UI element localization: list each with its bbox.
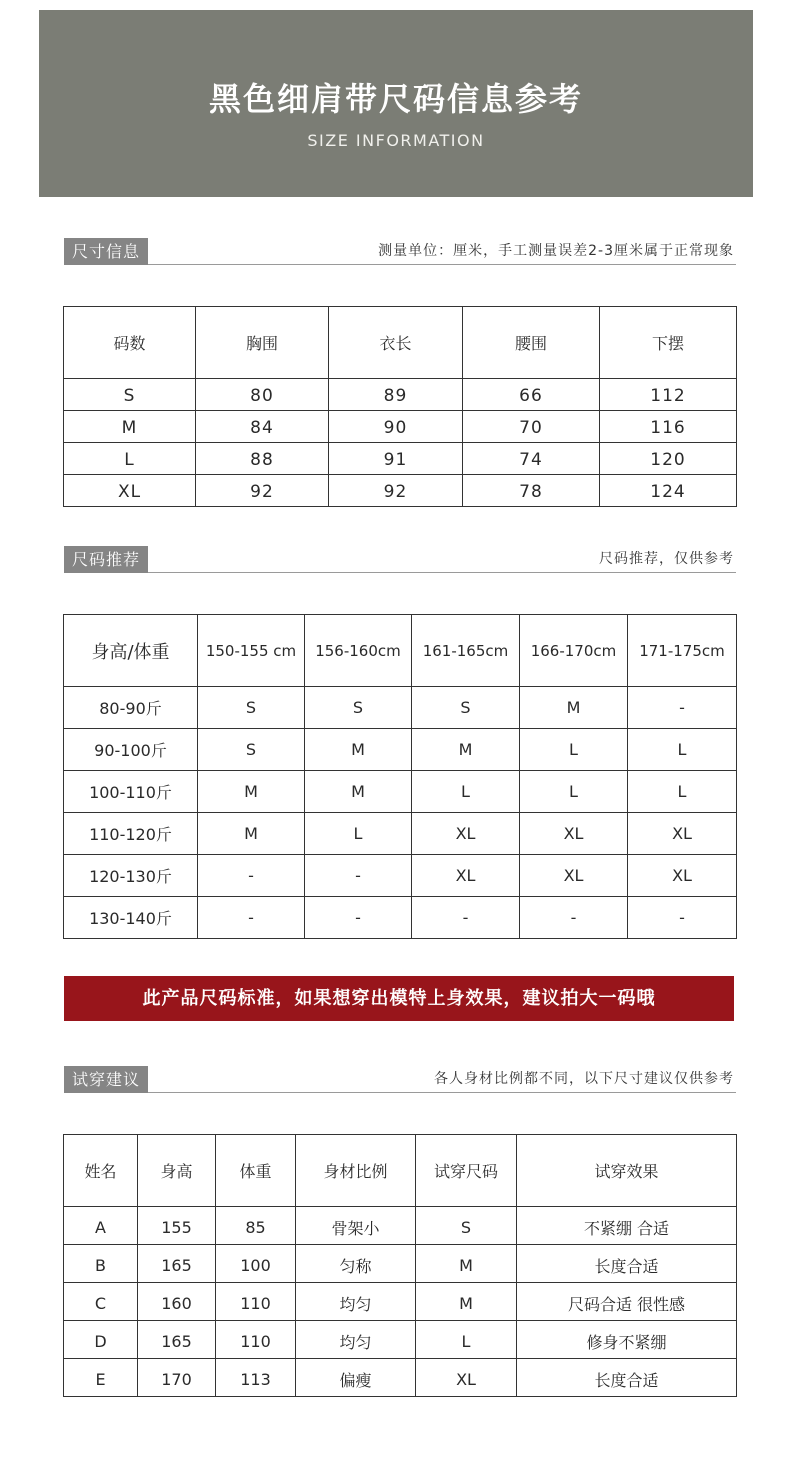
table-row xyxy=(64,855,737,897)
page-title: 黑色细肩带尺码信息参考 xyxy=(208,80,583,118)
size-info-tag: 尺寸信息 xyxy=(64,238,148,265)
table-cell: 110-120斤 xyxy=(64,813,198,855)
column-header: 171-175cm xyxy=(628,615,737,687)
table-cell: L xyxy=(628,771,737,813)
table-cell: 165 xyxy=(138,1245,216,1283)
table-cell: C xyxy=(64,1283,138,1321)
column-header: 码数 xyxy=(64,307,196,379)
table-cell: 89 xyxy=(329,379,463,411)
table-cell: D xyxy=(64,1321,138,1359)
table-cell: 120-130斤 xyxy=(64,855,198,897)
table-row xyxy=(64,771,737,813)
table-cell: 长度合适 xyxy=(517,1245,737,1283)
table-cell: 110 xyxy=(216,1283,296,1321)
column-header: 胸围 xyxy=(196,307,329,379)
tryon-table xyxy=(63,1134,737,1397)
table-cell: XL xyxy=(416,1359,517,1397)
table-cell: M xyxy=(305,729,412,771)
table-cell: A xyxy=(64,1207,138,1245)
table-cell: 112 xyxy=(600,379,737,411)
table-cell: 70 xyxy=(463,411,600,443)
table-cell: XL xyxy=(520,855,628,897)
table-row xyxy=(64,1245,737,1283)
table-cell: 116 xyxy=(600,411,737,443)
table-cell: XL xyxy=(64,475,196,507)
table-cell: 偏瘦 xyxy=(296,1359,416,1397)
table-cell: XL xyxy=(628,855,737,897)
table-row xyxy=(64,1207,737,1245)
table-cell: 74 xyxy=(463,443,600,475)
table-cell: L xyxy=(520,771,628,813)
column-header: 试穿尺码 xyxy=(416,1135,517,1207)
table-cell: 长度合适 xyxy=(517,1359,737,1397)
table-cell: M xyxy=(416,1245,517,1283)
recommend-section-header xyxy=(64,545,736,573)
table-cell: 78 xyxy=(463,475,600,507)
recommend-tag: 尺码推荐 xyxy=(64,546,148,573)
column-header: 161-165cm xyxy=(412,615,520,687)
table-cell: 66 xyxy=(463,379,600,411)
size-notice-banner: 此产品尺码标准，如果想穿出模特上身效果，建议拍大一码哦 xyxy=(64,976,734,1021)
table-row xyxy=(64,1283,737,1321)
table-header-row xyxy=(64,1135,737,1207)
table-cell: S xyxy=(198,687,305,729)
size-recommend-table xyxy=(63,614,737,939)
table-row xyxy=(64,897,737,939)
column-header: 衣长 xyxy=(329,307,463,379)
table-cell: 不紧绷 合适 xyxy=(517,1207,737,1245)
table-cell: 113 xyxy=(216,1359,296,1397)
table-cell: XL xyxy=(628,813,737,855)
table-cell: M xyxy=(520,687,628,729)
table-cell: 170 xyxy=(138,1359,216,1397)
table-cell: 120 xyxy=(600,443,737,475)
table-cell: S xyxy=(412,687,520,729)
table-cell: - xyxy=(198,897,305,939)
table-row xyxy=(64,813,737,855)
table-cell: 90 xyxy=(329,411,463,443)
table-cell: L xyxy=(628,729,737,771)
table-row xyxy=(64,411,737,443)
table-row xyxy=(64,1321,737,1359)
table-cell: S xyxy=(64,379,196,411)
table-cell: - xyxy=(628,897,737,939)
table-cell: 修身不紧绷 xyxy=(517,1321,737,1359)
table-row xyxy=(64,475,737,507)
table-header-row xyxy=(64,615,737,687)
column-header: 身高 xyxy=(138,1135,216,1207)
table-cell: M xyxy=(198,813,305,855)
table-cell: 92 xyxy=(196,475,329,507)
table-row xyxy=(64,729,737,771)
table-cell: 110 xyxy=(216,1321,296,1359)
table-cell: M xyxy=(412,729,520,771)
table-cell: 91 xyxy=(329,443,463,475)
column-header: 姓名 xyxy=(64,1135,138,1207)
table-cell: - xyxy=(628,687,737,729)
page-subtitle: SIZE INFORMATION xyxy=(307,131,485,150)
table-cell: XL xyxy=(520,813,628,855)
table-cell: 165 xyxy=(138,1321,216,1359)
table-cell: M xyxy=(305,771,412,813)
table-cell: 130-140斤 xyxy=(64,897,198,939)
column-header: 身材比例 xyxy=(296,1135,416,1207)
table-cell: XL xyxy=(412,855,520,897)
recommend-note: 尺码推荐，仅供参考 xyxy=(599,551,734,567)
column-header: 150-155 cm xyxy=(198,615,305,687)
table-cell: E xyxy=(64,1359,138,1397)
column-header: 156-160cm xyxy=(305,615,412,687)
table-cell: - xyxy=(198,855,305,897)
table-cell: 均匀 xyxy=(296,1321,416,1359)
tryon-note: 各人身材比例都不同，以下尺寸建议仅供参考 xyxy=(434,1071,734,1087)
table-cell: 155 xyxy=(138,1207,216,1245)
table-cell: 匀称 xyxy=(296,1245,416,1283)
table-cell: M xyxy=(416,1283,517,1321)
table-cell: L xyxy=(520,729,628,771)
size-info-section-header xyxy=(64,237,736,265)
table-cell: 92 xyxy=(329,475,463,507)
table-row xyxy=(64,1359,737,1397)
table-cell: 88 xyxy=(196,443,329,475)
table-cell: - xyxy=(520,897,628,939)
header-banner xyxy=(39,10,753,197)
table-cell: 100 xyxy=(216,1245,296,1283)
table-cell: L xyxy=(412,771,520,813)
column-header: 166-170cm xyxy=(520,615,628,687)
table-row xyxy=(64,443,737,475)
table-cell: - xyxy=(305,897,412,939)
column-header: 下摆 xyxy=(600,307,737,379)
table-cell: 均匀 xyxy=(296,1283,416,1321)
table-cell: L xyxy=(64,443,196,475)
table-cell: 160 xyxy=(138,1283,216,1321)
table-header-row xyxy=(64,307,737,379)
table-cell: 85 xyxy=(216,1207,296,1245)
table-cell: B xyxy=(64,1245,138,1283)
tryon-section-header xyxy=(64,1065,736,1093)
table-cell: 80 xyxy=(196,379,329,411)
table-cell: 骨架小 xyxy=(296,1207,416,1245)
table-cell: 124 xyxy=(600,475,737,507)
table-cell: 100-110斤 xyxy=(64,771,198,813)
size-info-note: 测量单位：厘米，手工测量误差2-3厘米属于正常现象 xyxy=(378,243,734,259)
table-cell: L xyxy=(305,813,412,855)
table-cell: 84 xyxy=(196,411,329,443)
table-cell: - xyxy=(412,897,520,939)
table-cell: 80-90斤 xyxy=(64,687,198,729)
size-info-table xyxy=(63,306,737,507)
column-header: 体重 xyxy=(216,1135,296,1207)
table-cell: 尺码合适 很性感 xyxy=(517,1283,737,1321)
table-cell: M xyxy=(198,771,305,813)
tryon-tag: 试穿建议 xyxy=(64,1066,148,1093)
table-cell: S xyxy=(198,729,305,771)
column-header: 身高/体重 xyxy=(64,615,198,687)
column-header: 试穿效果 xyxy=(517,1135,737,1207)
table-cell: M xyxy=(64,411,196,443)
table-cell: 90-100斤 xyxy=(64,729,198,771)
table-row xyxy=(64,379,737,411)
table-row xyxy=(64,687,737,729)
table-cell: XL xyxy=(412,813,520,855)
column-header: 腰围 xyxy=(463,307,600,379)
table-cell: - xyxy=(305,855,412,897)
table-cell: S xyxy=(416,1207,517,1245)
table-cell: S xyxy=(305,687,412,729)
table-cell: L xyxy=(416,1321,517,1359)
